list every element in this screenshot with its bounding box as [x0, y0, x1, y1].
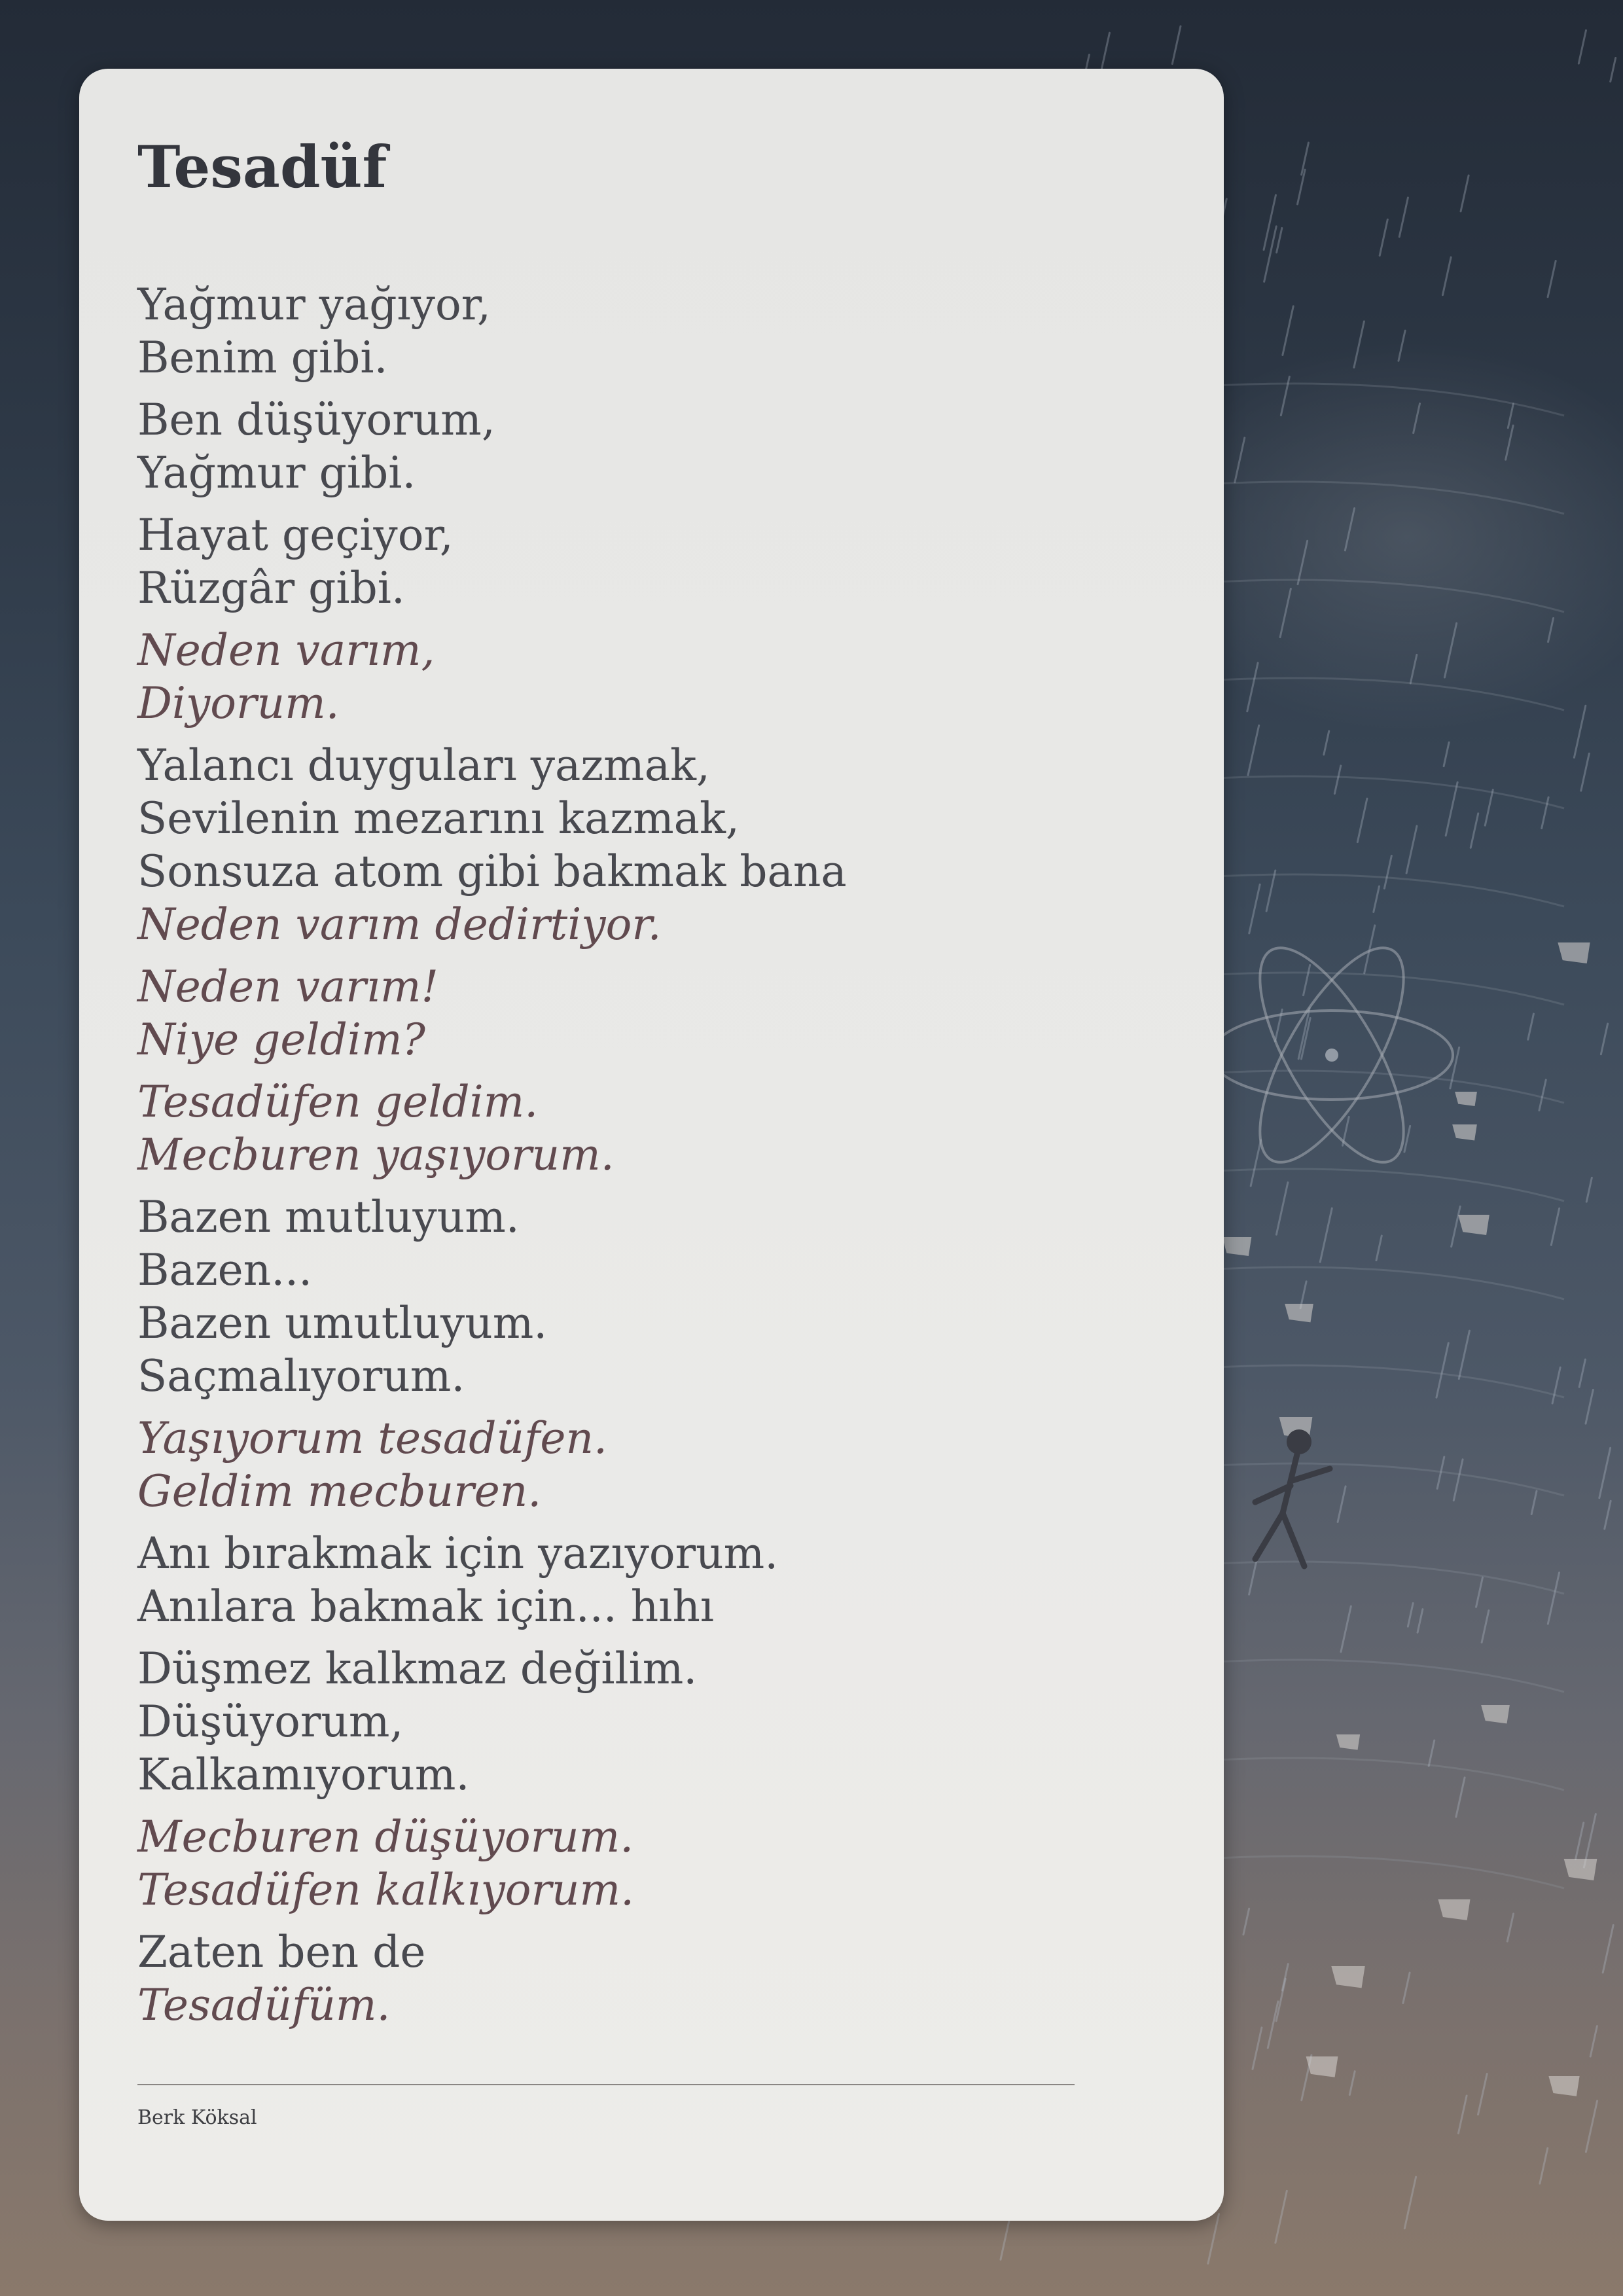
rain-streak	[1399, 198, 1408, 237]
rain-streak	[1324, 731, 1329, 755]
stanza	[137, 1191, 1119, 1403]
poem-line: Diyorum.	[137, 678, 340, 728]
rain-streak	[1482, 1611, 1489, 1643]
rain-streak	[1446, 782, 1457, 836]
stanza	[137, 739, 1119, 951]
rain-streak	[1277, 228, 1282, 252]
stanza	[137, 1810, 1119, 1916]
poem-line: Düşüyorum,	[137, 1696, 404, 1747]
rain-streak	[1603, 1925, 1613, 1973]
rain-streak	[1548, 1573, 1559, 1624]
poem-body	[137, 278, 1119, 2041]
stanza	[137, 624, 1119, 730]
rain-streak	[1507, 1914, 1513, 1941]
poem-line: Yaşıyorum tesadüfen.	[137, 1413, 607, 1463]
rain-streak	[1436, 1343, 1448, 1397]
poem-line: Neden varım!	[137, 961, 439, 1012]
rain-streak	[1539, 1080, 1546, 1111]
poem-line: Bazen mutluyum.	[137, 1192, 520, 1242]
stanza	[137, 1412, 1119, 1518]
stanza	[137, 1926, 1119, 2032]
rain-streak	[1578, 30, 1586, 63]
rain-streak	[1590, 2026, 1597, 2056]
rain-streak	[1574, 706, 1585, 757]
poem-line: Geldim mecburen.	[137, 1466, 542, 1516]
wind-arc	[1204, 1365, 1564, 1397]
poem-line: Bazen...	[137, 1245, 313, 1295]
rain-streak	[1581, 753, 1590, 791]
rain-streak	[1251, 1140, 1260, 1186]
divider	[137, 2084, 1075, 2085]
leaf	[1558, 942, 1590, 963]
poem-line: Benim gibi.	[137, 332, 388, 383]
rain-streak	[1576, 1823, 1584, 1859]
rain-streak	[1172, 26, 1181, 64]
stanza	[137, 1075, 1119, 1181]
rain-streak	[1406, 826, 1417, 873]
rain-streak	[1208, 2214, 1219, 2264]
stick-figure-icon	[1255, 1429, 1330, 1566]
rain-streak	[1459, 1331, 1469, 1379]
rain-streak	[1253, 2028, 1262, 2069]
poem-line: Niye geldim?	[137, 1014, 425, 1065]
poem-line: Kalkamıyorum.	[137, 1749, 470, 1800]
rain-streak	[1586, 1177, 1592, 1202]
rain-streak	[1404, 2177, 1416, 2229]
rain-streak	[1320, 1208, 1332, 1262]
leaf	[1452, 1124, 1477, 1140]
rain-streak	[1531, 1491, 1537, 1514]
leaf	[1438, 1899, 1470, 1920]
stanza	[137, 1527, 1119, 1633]
rain-streak	[1485, 790, 1493, 825]
rain-streak	[1579, 1359, 1585, 1387]
wind-arc	[1204, 973, 1564, 1005]
poem-line: Anı bırakmak için yazıyorum.	[137, 1528, 779, 1579]
rain-streak	[1586, 2101, 1597, 2152]
rain-streak	[1404, 1126, 1410, 1152]
poem-line: Mecburen düşüyorum.	[137, 1812, 634, 1862]
stanza	[137, 1642, 1119, 1801]
rain-streak	[1540, 2148, 1548, 2183]
rain-streak	[1338, 1486, 1346, 1522]
poem-line: Mecburen yaşıyorum.	[137, 1130, 615, 1180]
rain-streak	[1001, 2216, 1010, 2259]
rain-streak	[1605, 1501, 1611, 1529]
leaf	[1455, 1092, 1477, 1106]
rain-streak	[1357, 798, 1367, 842]
rain-streak	[1283, 306, 1293, 355]
rain-streak	[1275, 2191, 1287, 2242]
poem-line: Yalancı duyguları yazmak,	[137, 740, 711, 791]
wind-arc	[1204, 1267, 1564, 1299]
poem-line: Zaten ben de	[137, 1927, 426, 1977]
rain-streak	[1444, 742, 1449, 766]
rain-streak	[1552, 1367, 1560, 1403]
leaf	[1306, 2056, 1338, 2077]
rain-streak	[1264, 195, 1275, 250]
wind-arc	[1204, 1562, 1564, 1594]
rain-streak	[1408, 1603, 1413, 1626]
poem-line: Yağmur yağıyor,	[137, 279, 491, 330]
leaf	[1564, 1859, 1597, 1880]
rain-streak	[1471, 814, 1478, 848]
rain-streak	[1458, 2096, 1467, 2133]
poem-line: Tesadüfen geldim.	[137, 1077, 539, 1127]
rain-streak	[1282, 1964, 1288, 1990]
rain-streak	[1403, 1973, 1410, 2003]
poem-line: Tesadüfüm.	[137, 1980, 391, 2030]
rain-streak	[1341, 1606, 1351, 1652]
rain-streak	[1586, 1390, 1593, 1424]
wind-arc	[1204, 1071, 1564, 1103]
rain-streak	[1334, 766, 1340, 794]
rain-streak	[1349, 2072, 1355, 2095]
stanza	[137, 509, 1119, 615]
leaf	[1222, 1237, 1252, 1256]
rain-streak	[1384, 856, 1391, 889]
rain-streak	[1374, 886, 1380, 912]
rain-streak	[1611, 58, 1616, 81]
leaf	[1548, 2076, 1579, 2096]
stanza	[137, 278, 1119, 384]
rain-streak	[1276, 1183, 1287, 1235]
leaf	[1481, 1705, 1510, 1723]
rain-streak	[1264, 226, 1277, 282]
atom-icon	[1211, 928, 1453, 1182]
poem-line: Anılara bakmak için... hıhı	[137, 1581, 714, 1632]
rain-streak	[1266, 870, 1275, 911]
poem-line: Neden varım,	[137, 625, 435, 675]
wind-arc	[1204, 1660, 1564, 1692]
stanza	[137, 960, 1119, 1066]
leaf	[1331, 1966, 1364, 1988]
poem-title: Tesadüf	[137, 133, 387, 201]
rain-streak	[1243, 1909, 1249, 1935]
leaf	[1285, 1304, 1313, 1322]
poem-line: Neden varım dedirtiyor.	[137, 899, 662, 950]
rain-streak	[1452, 1206, 1460, 1246]
rain-streak	[1268, 2001, 1278, 2048]
poem-line: Hayat geçiyor,	[137, 510, 454, 560]
rain-streak	[1454, 1460, 1463, 1501]
rain-streak	[1442, 257, 1451, 295]
poem-line: Yağmur gibi.	[137, 448, 416, 498]
poem-line: Rüzgâr gibi.	[137, 563, 405, 613]
poem-author: Berk Köksal	[137, 2106, 257, 2129]
leaf	[1336, 1734, 1360, 1750]
poem-line: Sonsuza atom gibi bakmak bana	[137, 846, 847, 897]
poem-line: Tesadüfen kalkıyorum.	[137, 1865, 635, 1915]
wind-arc	[1204, 776, 1564, 808]
rain-streak	[1376, 1236, 1382, 1261]
wind-arc	[1204, 1463, 1564, 1496]
rain-streak	[1476, 1577, 1483, 1607]
rain-streak	[1551, 1208, 1559, 1245]
rain-streak	[1429, 1740, 1435, 1766]
rain-streak	[1456, 1778, 1465, 1817]
rain-streak	[1548, 261, 1556, 297]
rain-streak	[1478, 2074, 1487, 2115]
rain-streak	[1248, 725, 1259, 775]
rain-streak	[1461, 175, 1469, 211]
rain-streak	[1418, 1609, 1423, 1633]
rain-streak	[1303, 965, 1310, 995]
rain-streak	[1599, 1448, 1611, 1498]
poem-line: Ben düşüyorum,	[137, 395, 495, 445]
stanza	[137, 393, 1119, 499]
rain-streak	[1601, 1024, 1607, 1054]
wind-arc	[1204, 1169, 1564, 1201]
rain-streak	[1249, 884, 1260, 933]
poem-line: Sevilenin mezarını kazmak,	[137, 793, 740, 844]
leaf	[1458, 1215, 1489, 1235]
poem-line: Düşmez kalkmaz değilim.	[137, 1643, 698, 1694]
wind-arc	[1204, 1758, 1564, 1790]
poem-line: Bazen umutluyum.	[137, 1298, 548, 1348]
rain-streak	[1380, 219, 1387, 255]
poem-line: Saçmalıyorum.	[137, 1351, 465, 1401]
wind-arc	[1204, 1856, 1564, 1888]
rain-streak	[1528, 1014, 1534, 1039]
